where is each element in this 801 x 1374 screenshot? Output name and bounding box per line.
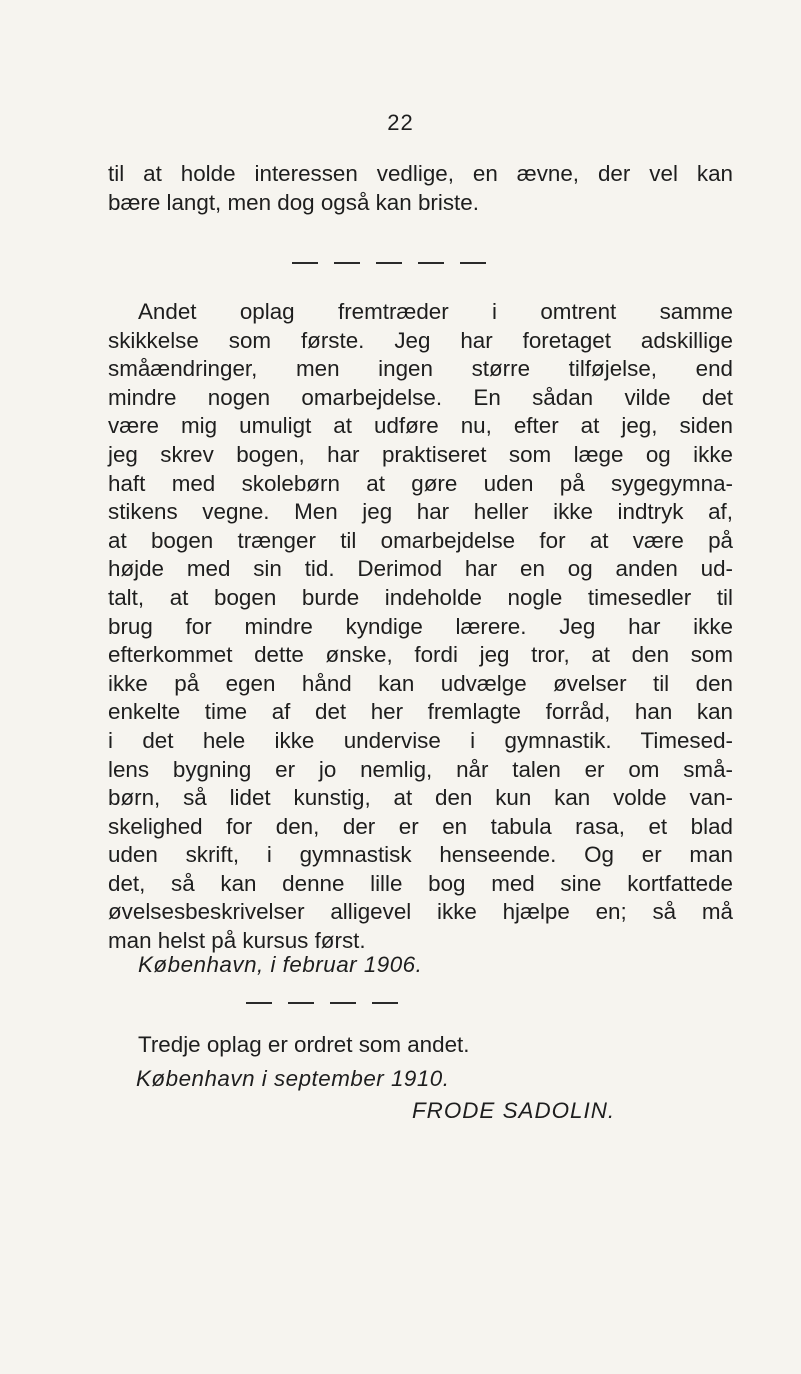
- second-edition-paragraph: [108, 298, 733, 956]
- text-line: talt, at bogen burde indeholde nogle timesedler til: [108, 584, 733, 610]
- text-line: højde med sin tid. Derimod har en og anden ud-: [108, 556, 733, 582]
- text-line: Tredje oplag er ordret som andet.: [138, 1032, 470, 1057]
- text-line: i det hele ikke undervise i gymnastik. Timesed-: [108, 727, 733, 753]
- text-line: uden skrift, i gymnastisk henseende. Og er man: [108, 842, 733, 868]
- section-divider: [292, 262, 486, 264]
- text-line: jeg skrev bogen, har praktiseret som læge og ikke: [108, 441, 733, 467]
- text-line: brug for mindre kyndige lærere. Jeg har ikke: [108, 613, 733, 639]
- text-line: at bogen trænger til omarbejdelse for at være på: [108, 527, 733, 553]
- place-date-1906: København, i februar 1906.: [138, 952, 423, 977]
- text-line: skikkelse som første. Jeg har foretaget adskillige: [108, 327, 733, 353]
- text-line: enkelte time af det her fremlagte forråd, han kan: [108, 699, 733, 725]
- text-line: øvelsesbeskrivelser alligevel ikke hjælpe en; så må: [108, 899, 733, 925]
- text-line: skelighed for den, der er en tabula rasa, et blad: [108, 813, 733, 839]
- text-line: ikke på egen hånd kan udvælge øvelser til den: [108, 670, 733, 696]
- text-line: lens bygning er jo nemlig, når talen er om små-: [108, 756, 733, 782]
- text-line: være mig umuligt at udføre nu, efter at jeg, siden: [108, 413, 733, 439]
- place-date-1910: København i september 1910.: [136, 1066, 450, 1091]
- text-line: efterkommet dette ønske, fordi jeg tror, at den som: [108, 642, 733, 668]
- page-number: 22: [387, 110, 414, 135]
- third-edition-paragraph: [108, 1031, 733, 1060]
- text-line: stikens vegne. Men jeg har heller ikke indtryk af,: [108, 499, 733, 525]
- text-line: det, så kan denne lille bog med sine kortfattede: [108, 870, 733, 896]
- intro-paragraph: [108, 160, 733, 217]
- text-line: børn, så lidet kunstig, at den kun kan volde van-: [108, 785, 733, 811]
- text-line: småændringer, men ingen større tilføjelse, end: [108, 356, 733, 382]
- section-divider: [246, 1002, 398, 1004]
- text-line: Andet oplag fremtræder i omtrent samme: [138, 299, 733, 324]
- text-line: til at holde interessen vedlige, en ævne, der vel kan: [108, 161, 733, 186]
- text-line: haft med skolebørn at gøre uden på sygegymna-: [108, 470, 733, 496]
- text-line: mindre nogen omarbejdelse. En sådan vilde det: [108, 384, 733, 410]
- text-line: bære langt, men dog også kan briste.: [108, 189, 479, 215]
- author-signature: FRODE SADOLIN.: [412, 1098, 616, 1123]
- text-line: man helst på kursus først.: [108, 928, 366, 954]
